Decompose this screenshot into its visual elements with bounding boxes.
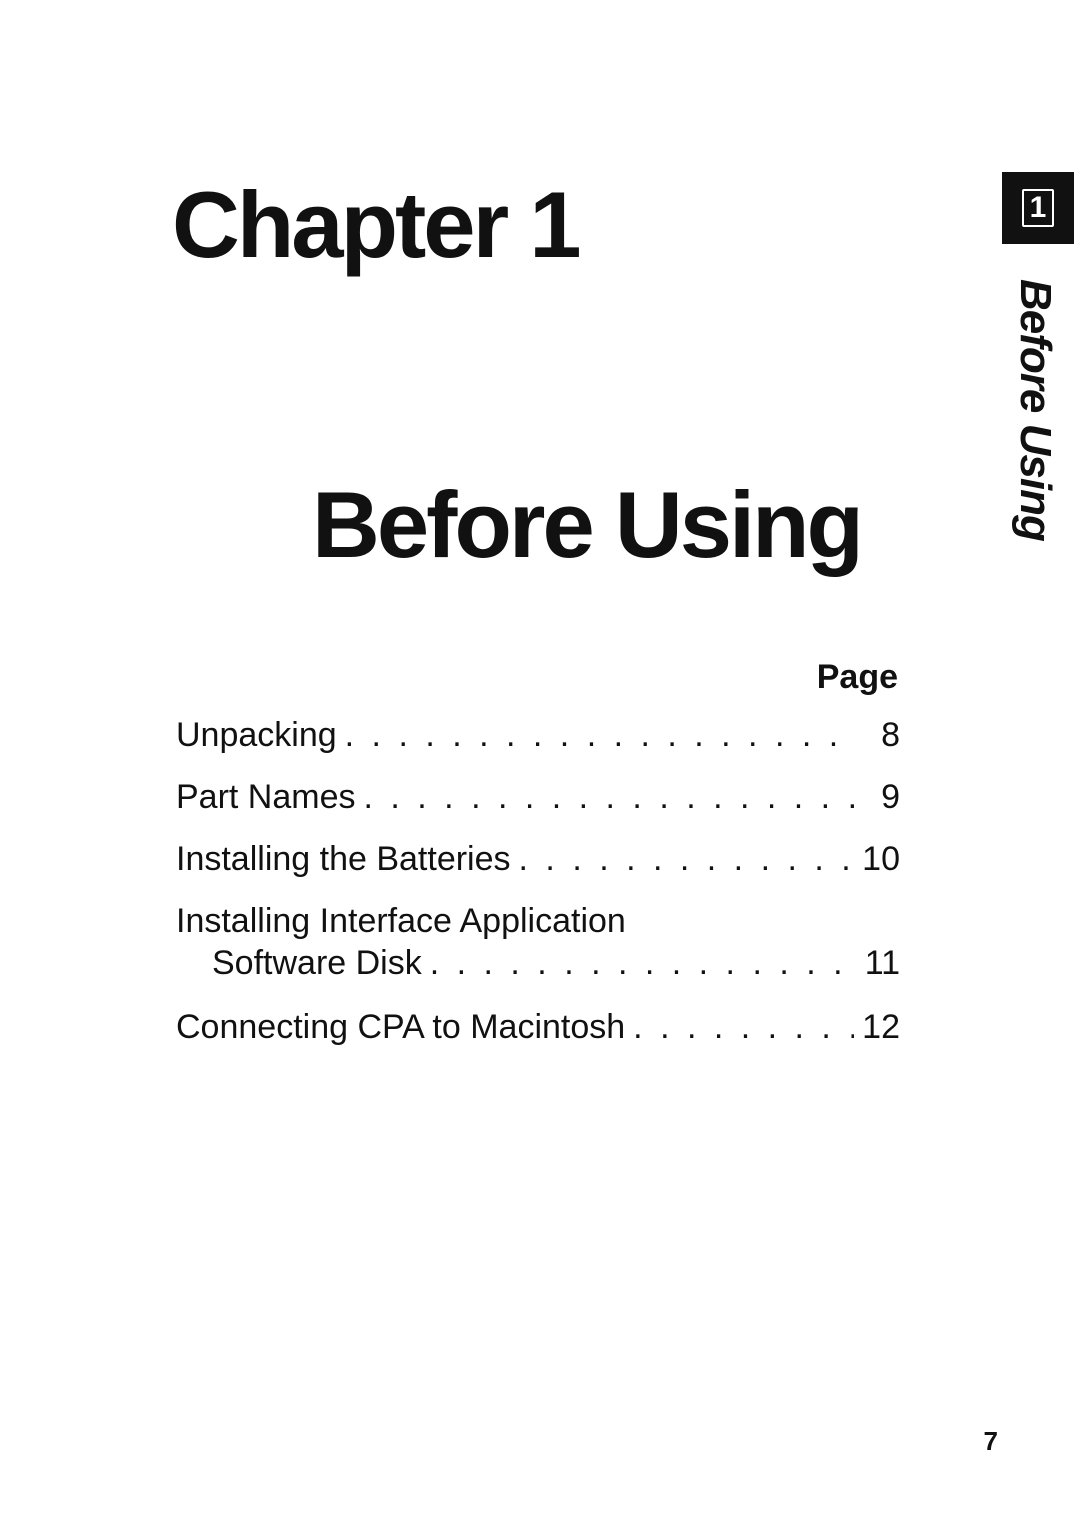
toc-line	[176, 1010, 900, 1054]
dot-leader	[633, 1010, 854, 1044]
dot-leader	[364, 780, 855, 814]
toc-entry	[176, 718, 900, 780]
toc-entry	[176, 904, 900, 1010]
toc-entry	[176, 842, 900, 904]
toc-line	[176, 946, 900, 990]
table-of-contents	[176, 718, 900, 1072]
toc-entry	[176, 780, 900, 842]
toc-entry-page: 11	[864, 944, 900, 982]
toc-entry-continuation: Software Disk	[212, 944, 422, 982]
toc-entry-title: Installing Interface Application	[176, 902, 626, 940]
toc-entry-title: Part Names	[176, 778, 356, 816]
toc-entry-page: 9	[881, 778, 900, 816]
chapter-title: Before Using	[312, 472, 861, 577]
toc-line	[176, 780, 900, 824]
side-tab-label: Before Using	[1011, 279, 1060, 541]
toc-entry	[176, 1010, 900, 1072]
side-tab-number: 1	[1022, 189, 1054, 227]
dot-leader	[430, 946, 854, 980]
toc-entry-title: Unpacking	[176, 716, 337, 754]
toc-entry-page: 10	[862, 840, 900, 878]
chapter-label: Chapter 1	[172, 172, 579, 277]
page-number: 7	[983, 1426, 998, 1456]
dot-leader	[519, 842, 854, 876]
toc-entry-page: 8	[881, 716, 900, 754]
side-tab-number-block	[1002, 172, 1074, 244]
toc-line	[176, 842, 900, 886]
toc-entry-title: Installing the Batteries	[176, 840, 511, 878]
toc-entry-title: Connecting CPA to Macintosh	[176, 1008, 626, 1046]
toc-page-header: Page	[816, 658, 898, 696]
toc-entry-page: 12	[862, 1008, 900, 1046]
toc-line	[176, 718, 900, 762]
dot-leader	[345, 718, 854, 752]
